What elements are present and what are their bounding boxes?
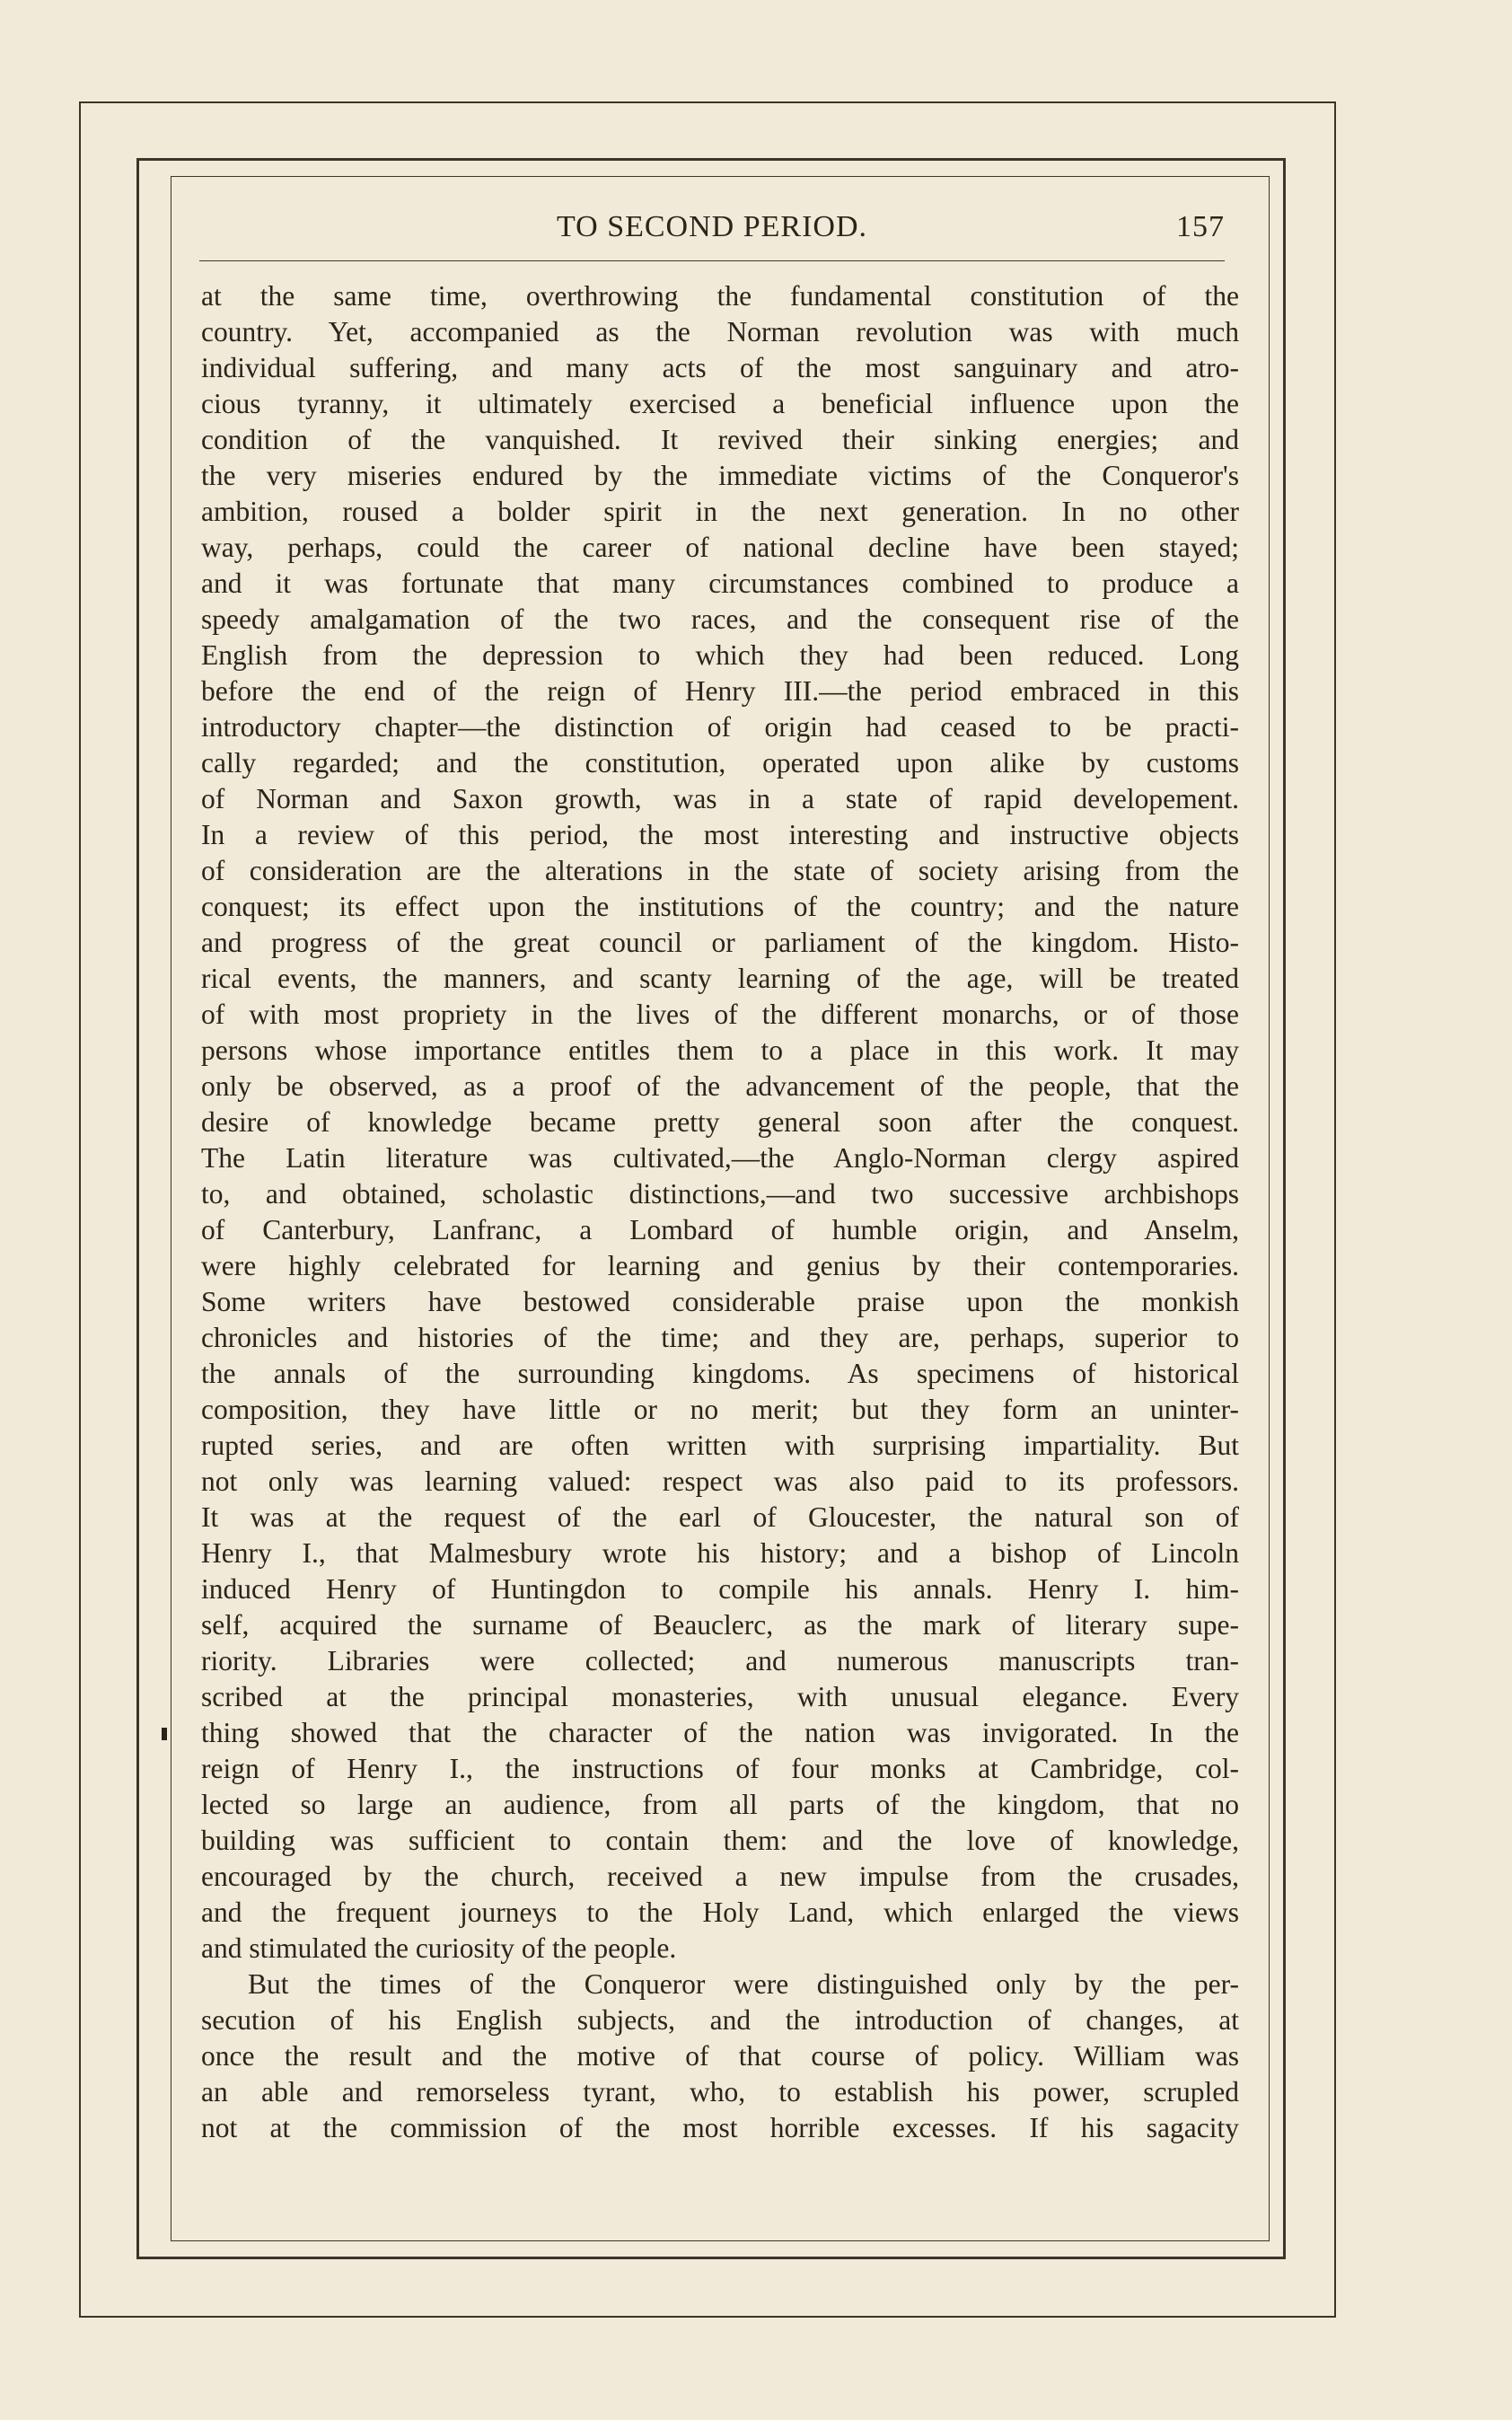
text-line: the very miseries endured by the immediate victims of the Conqueror's [201,460,1239,491]
text-line: riority. Libraries were collected; and numerous manuscripts tran- [201,1645,1239,1676]
text-line: English from the depression to which they had been reduced. Long [201,639,1239,671]
text-line: way, perhaps, could the career of national decline have been stayed; [201,532,1239,563]
text-line: condition of the vanquished. It revived their sinking energies; and [201,424,1239,455]
text-line: not at the commission of the most horrible excesses. If his sagacity [201,2112,1239,2143]
text-line: country. Yet, accompanied as the Norman revolution was with much [201,316,1239,348]
text-line: self, acquired the surname of Beauclerc, as the mark of literary supe- [201,1609,1239,1641]
text-line: desire of knowledge became pretty general soon after the conquest. [201,1106,1239,1138]
text-line: before the end of the reign of Henry III.—the period embraced in this [201,675,1239,707]
text-line: of with most propriety in the lives of the different monarchs, or of those [201,999,1239,1030]
header-rule [199,260,1225,261]
text-line: of Canterbury, Lanfranc, a Lombard of humble origin, and Anselm, [201,1214,1239,1245]
text-line: rical events, the manners, and scanty learning of the age, will be treated [201,963,1239,994]
running-head: TO SECOND PERIOD. [556,210,867,243]
text-line: In a review of this period, the most interesting and instructive objects [201,819,1239,850]
text-line: and stimulated the curiosity of the people. [201,1932,677,1964]
page-header [199,205,1225,251]
text-line: and the frequent journeys to the Holy Land, which enlarged the views [201,1896,1239,1928]
text-line: cious tyranny, it ultimately exercised a beneficial influence upon the [201,388,1239,419]
text-line: introductory chapter—the distinction of origin had ceased to be practi- [201,711,1239,743]
text-line: reign of Henry I., the instructions of four monks at Cambridge, col- [201,1753,1239,1784]
text-line: an able and remorseless tyrant, who, to establish his power, scrupled [201,2076,1239,2108]
text-line: Henry I., that Malmesbury wrote his history; and a bishop of Lincoln [201,1537,1239,1569]
text-line: of Norman and Saxon growth, was in a state of rapid developement. [201,783,1239,814]
text-line: induced Henry of Huntingdon to compile his annals. Henry I. him- [201,1573,1239,1605]
text-line: conquest; its effect upon the institutions of the country; and the nature [201,891,1239,922]
text-line: ambition, roused a bolder spirit in the next generation. In no other [201,496,1239,527]
text-line: Some writers have bestowed considerable praise upon the monkish [201,1286,1239,1317]
text-line: and it was fortunate that many circumstances combined to produce a [201,568,1239,599]
text-line: composition, they have little or no merit; but they form an uninter- [201,1394,1239,1425]
text-line: secution of his English subjects, and the introduction of changes, at [201,2004,1239,2036]
text-line: rupted series, and are often written with surprising impartiality. But [201,1430,1239,1461]
text-line: The Latin literature was cultivated,—the Anglo-Norman clergy aspired [201,1142,1239,1174]
text-line: and progress of the great council or parliament of the kingdom. Histo- [201,927,1239,958]
text-line: of consideration are the alterations in the state of society arising from the [201,855,1239,886]
text-line: thing showed that the character of the nation was invigorated. In the [201,1717,1239,1748]
text-line: chronicles and histories of the time; and they are, perhaps, superior to [201,1322,1239,1353]
text-line: speedy amalgamation of the two races, and the consequent rise of the [201,603,1239,635]
text-line: not only was learning valued: respect was also paid to its professors. [201,1465,1239,1497]
text-line: to, and obtained, scholastic distinctions,—and two successive archbishops [201,1178,1239,1210]
margin-ink-mark [162,1728,167,1740]
text-line: cally regarded; and the constitution, operated upon alike by customs [201,747,1239,779]
page-number: 157 [1176,210,1225,243]
body-text [201,278,1239,2146]
text-line: building was sufficient to contain them: and the love of knowledge, [201,1825,1239,1856]
text-line: It was at the request of the earl of Gloucester, the natural son of [201,1501,1239,1533]
text-line: once the result and the motive of that course of policy. William was [201,2040,1239,2072]
text-line: persons whose importance entitles them to a place in this work. It may [201,1034,1239,1066]
text-line: the annals of the surrounding kingdoms. As specimens of historical [201,1358,1239,1389]
text-line: individual suffering, and many acts of the most sanguinary and atro- [201,352,1239,383]
text-line: were highly celebrated for learning and genius by their contemporaries. [201,1250,1239,1281]
text-line: scribed at the principal monasteries, with unusual elegance. Every [201,1681,1239,1712]
text-line: only be observed, as a proof of the advancement of the people, that the [201,1070,1239,1102]
text-line: But the times of the Conqueror were distinguished only by the per- [248,1968,1239,2000]
text-line: encouraged by the church, received a new impulse from the crusades, [201,1861,1239,1892]
text-line: lected so large an audience, from all parts of the kingdom, that no [201,1789,1239,1820]
text-line: at the same time, overthrowing the fundamental constitution of the [201,280,1239,312]
